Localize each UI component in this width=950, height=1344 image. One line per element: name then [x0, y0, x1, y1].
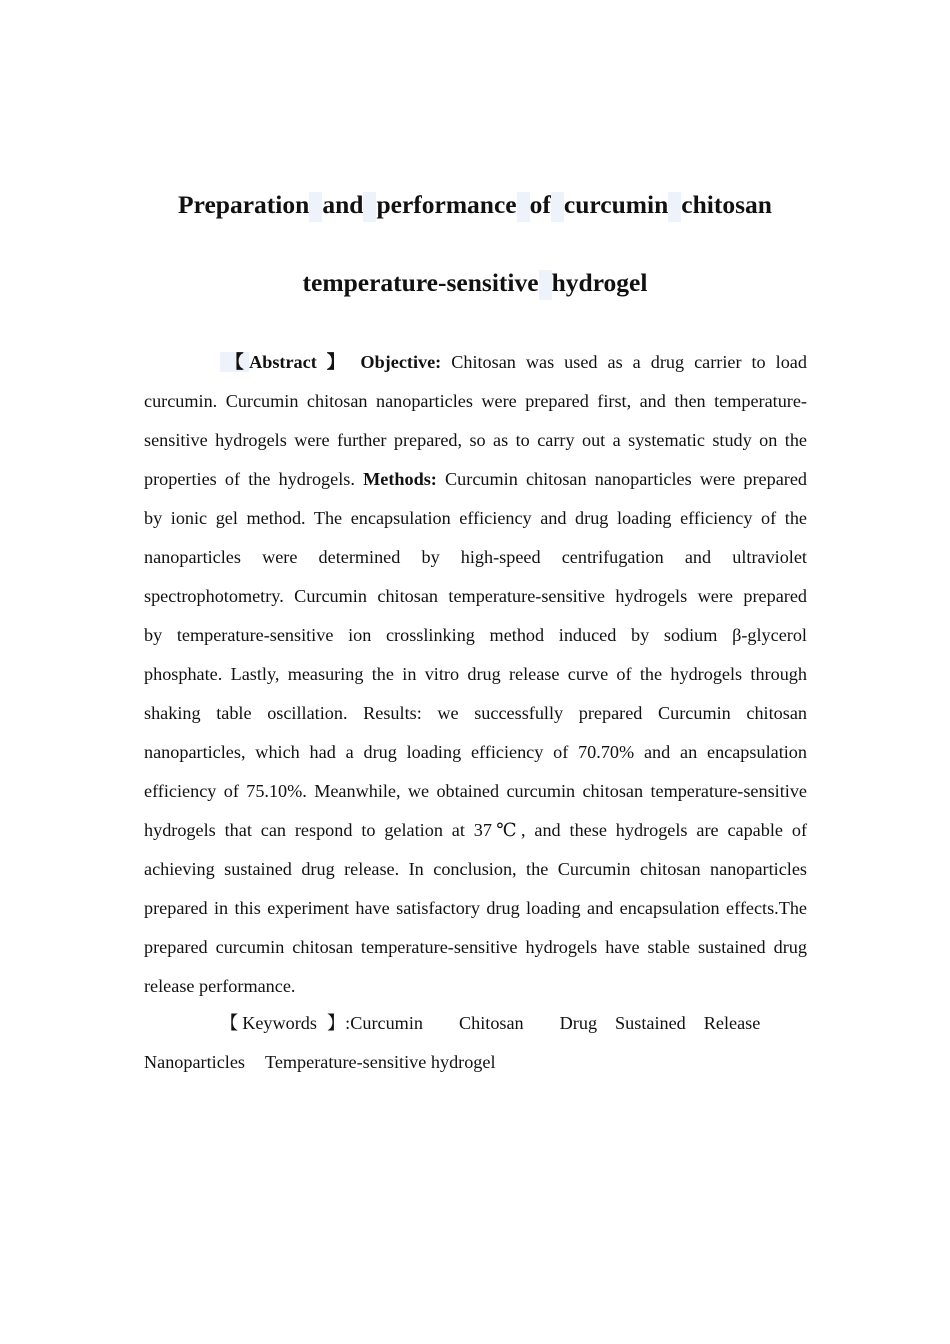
abstract-line: nanoparticles were determined by high-speed centrifugation and ultraviolet — [144, 547, 807, 567]
abstract-line: by temperature-sensitive ion crosslinking method induced by sodium β-glycerol — [144, 625, 807, 645]
keywords-close-bracket: 】 — [326, 1013, 346, 1033]
abstract-line: prepared curcumin chitosan temperature-sensitive hydrogels have stable sustained drug — [144, 937, 807, 957]
abstract-text: Curcumin chitosan nanoparticles were prepared — [445, 469, 808, 489]
abstract-line: spectrophotometry. Curcumin chitosan temperature-sensitive hydrogels were prepared — [144, 586, 807, 606]
title-word: Preparation — [178, 190, 310, 219]
abstract-line — [144, 349, 807, 388]
abstract-line: curcumin. Curcumin chitosan nanoparticles were prepared first, and then temperature- — [144, 391, 807, 411]
title-line-2 — [0, 263, 950, 303]
methods-label: Methods: — [363, 469, 437, 489]
title-word: chitosan — [681, 190, 772, 219]
keyword: Drug — [559, 1013, 598, 1033]
keywords-line — [144, 1049, 807, 1088]
title-word: hydrogel — [551, 268, 648, 297]
title-line-1 — [0, 185, 950, 225]
abstract-line: efficiency of 75.10%. Meanwhile, we obtained curcumin chitosan temperature-sensitive — [144, 781, 807, 801]
keywords-label: Keywords — [242, 1013, 317, 1033]
abstract-text: properties of the hydrogels. — [144, 469, 355, 489]
keyword: Curcumin — [350, 1013, 423, 1033]
abstract-line: achieving sustained drug release. In conclusion, the Curcumin chitosan nanoparticles — [144, 859, 807, 879]
abstract-line — [144, 466, 807, 505]
abstract-label: Abstract — [249, 352, 317, 372]
keyword: Chitosan — [458, 1013, 524, 1033]
abstract-line: sensitive hydrogels were further prepared, so as to carry out a systematic study on the — [144, 430, 807, 450]
keywords-line — [144, 1010, 798, 1049]
abstract-line: phosphate. Lastly, measuring the in vitro drug release curve of the hydrogels through — [144, 664, 807, 684]
title-word: curcumin — [563, 190, 669, 219]
title-word: of — [529, 190, 551, 219]
abstract-line: shaking table oscillation. Results: we successfully prepared Curcumin chitosan — [144, 703, 807, 723]
keywords-open-bracket: 【 — [220, 1013, 239, 1033]
abstract-close-bracket: 】 — [326, 352, 351, 372]
keyword: Nanoparticles — [144, 1052, 245, 1072]
keyword: Temperature-sensitive hydrogel — [265, 1052, 496, 1072]
abstract-line: nanoparticles, which had a drug loading efficiency of 70.70% and an encapsulation — [144, 742, 807, 762]
abstract-line: release performance. — [144, 976, 296, 996]
abstract-open-bracket: 【 — [220, 352, 250, 372]
title-word: temperature-sensitive — [302, 268, 539, 297]
keywords-colon: : — [345, 1013, 351, 1033]
title-word: performance — [376, 190, 517, 219]
title-word: and — [322, 190, 364, 219]
keyword: Sustained — [615, 1013, 686, 1033]
abstract-text: Chitosan was used as a drug carrier to load — [451, 352, 807, 372]
objective-label: Objective: — [360, 352, 442, 372]
keyword: Release — [703, 1013, 761, 1033]
abstract-line: hydrogels that can respond to gelation at 37℃, and these hydrogels are capable of — [144, 820, 808, 840]
abstract-line: prepared in this experiment have satisfactory drug loading and encapsulation effects.The — [144, 898, 807, 918]
abstract-line: by ionic gel method. The encapsulation efficiency and drug loading efficiency of the — [144, 508, 807, 528]
